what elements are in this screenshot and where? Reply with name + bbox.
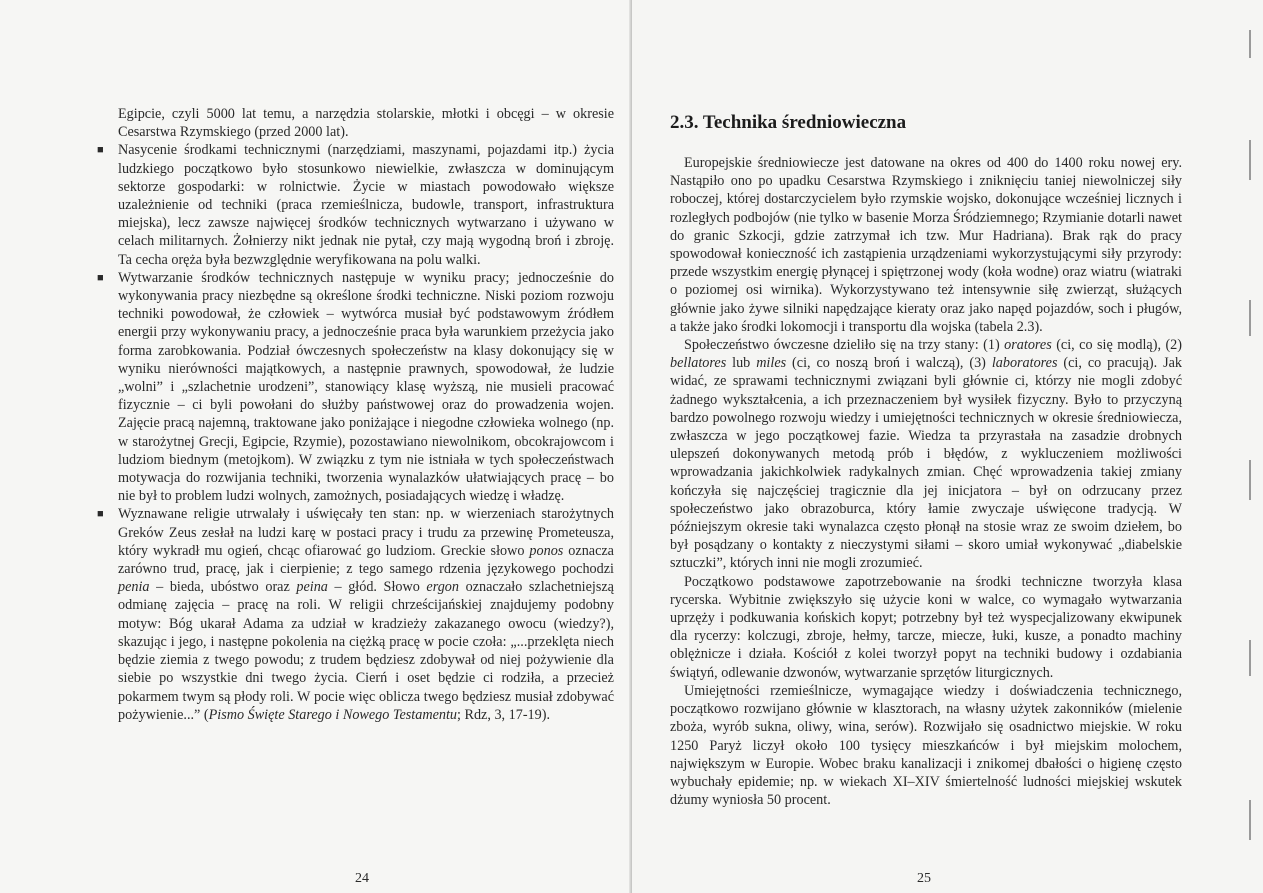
page-number: 25 [917,871,931,886]
bullet-icon: ■ [97,144,104,157]
left-text-column [97,105,614,724]
edge-mark [1249,30,1251,58]
list-item: ■ Wyznawane religie utrwalały i uświęcały ten stan: np. w wierzeniach starożytnych Greków Zeus zesłał na ludzi karę w postaci pracy i trudu za przewinę Prometeusza, który wykradł mu ogień, chcąc ofiarować go ludziom. Greckie słowo ponos oznacza zarówno trud, pracę, jak i cierpienie; z tego samego rdzenia językowego pochodzi penia – bieda, ubóstwo oraz peina – głód. Słowo ergon oznaczało szlachetniejszą odmianę zajęcia – pracę na roli. W religii chrześcijańskiej znajdujemy podobny motyw: Bóg ukarał Adama za udział w kradzieży zakazanego owocu (wiedzy?), skazując i jego, i następne pokolenia na ciężką pracę w pocie czoła: „...przeklęta niech będzie ziemia z twego powodu; z trudem będziesz zdobywał od niej pożywienie dla siebie po wszystkie dni twego życia. Cierń i oset będzie ci rodziła, a przecież pokarmem twym są płody roli. W pocie więc oblicza twego będziesz musiał zdobywać pożywienie...” (Pismo Święte Starego i Nowego Testamentu; Rdz, 3, 17-19). [97,506,614,723]
list-item: ■ Wytwarzanie środków technicznych następuje w wyniku pracy; jednocześnie do wykonywania pracy niezbędne są określone środki techniczne. Niski poziom rozwoju techniki powodował, że człowiek – wytwórca musiał być podstawowym źródłem energii przy wykonywaniu pracy, a jednocześnie praca była warunkiem przeżycia jako forma zarobkowania. Podział ówczesnych społeczeństw na klasy dokonujący się w wyniku nierówności majątkowych, a następnie prawnych, spowodował, że ludzie „wolni” i „szlachetnie urodzeni”, stanowiący klasę wyższą, nie musieli pracować fizycznie – ci byli powołani do służby państwowej oraz do prowadzenia wojen. Zajęcie pracą najemną, traktowane jako poniżające i niegodne człowieka wolnego (np. w starożytnej Grecji, Egipcie, Rzymie), pozostawiano niewolnikom, obcokrajowcom i ludziom biednym (metojkom). W związku z tym nie istniała w tych społeczeństwach motywacja do rozwijania techniki, tworzenia wynalazków ułatwiających pracę – bo nie był to problem ludzi wolnych, zamożnych, posiadających wiedzę i władzę. [97,269,614,505]
bullet-icon: ■ [97,508,104,521]
continuation-paragraph: Egipcie, czyli 5000 lat temu, a narzędzia stolarskie, młotki i obcęgi – w okresie Cesarstwa Rzymskiego (przed 2000 lat). [118,106,614,141]
list-item: ■ Nasycenie środkami technicznymi (narzędziami, maszynami, pojazdami itp.) życia ludzkiego początkowo było stosunkowo niewielkie, zwłaszcza w dominującym sektorze gospodarki: w rolnictwie. Życie w miastach powodowało większe uzależnienie od techniki (praca rzemieślnicza, budowle, transport, infrastruktura miejska), lecz zawsze najwięcej środków technicznych wytwarzano i używano w celach militarnych. Żołnierzy nikt jednak nie pytał, czy mają wygodną broń i zbroję. Ta cecha oręża była bezwzględnie weryfikowana na polu walki. [97,142,614,268]
right-page [632,0,1263,893]
paragraph: Początkowo podstawowe zapotrzebowanie na środki techniczne tworzyła klasa rycerska. Wybitnie zwiększyło się użycie koni w walce, co wymagało wytwarzania uprzęży i podkuwania końskich kopyt; potrzebny był też wyspecjalizowany ekwipunek dla rycerzy: kolczugi, zbroje, hełmy, tarcze, miecze, łuki, kusze, a ponadto machiny oblężnicze i działa. Kościół z kolei tworzył popyt na techniki budowy i ozdabiania świątyń, odlewanie dzwonów, wytwarzanie sprzętów liturgicznych. [670,573,1182,681]
bullet-icon: ■ [97,271,104,284]
edge-mark [1249,300,1251,336]
paragraph: Europejskie średniowiecze jest datowane na okres od 400 do 1400 roku nowej ery. Nastąpiło ono po upadku Cesarstwa Rzymskiego i zniknięciu taniej niewolniczej siły roboczej, której dostarczycielem było rzymskie wojsko, dokonujące wcześniej licznych i rozległych podbojów (nie tylko w basenie Morza Śródziemnego; Rzymianie dotarli nawet do granic Szkocji, gdzie zatrzymał ich tzw. Mur Hadriana). Brak rąk do pracy spowodował konieczność ich zastąpienia urządzeniami wykorzystującymi siły przyrody: przede wszystkim energię płynącej i spiętrzonej wody (koła wodne) oraz wiatru (wiatraki o poziomej osi wirnika). Wykorzystywano też intensywnie siłę zwierząt, służących głównie jako żywe silniki napędzające kieraty oraz jako napęd pojazdów, soch i pługów, a także jako środki lokomocji i transportu dla wojska (tabela 2.3). [670,155,1182,335]
bullet-list [97,141,614,724]
section-heading: 2.3. Technika średniowieczna [670,112,907,133]
edge-mark [1249,140,1251,180]
edge-mark [1249,460,1251,500]
edge-mark [1249,800,1251,840]
page-number: 24 [355,871,369,886]
right-text-column [670,112,1182,809]
edge-mark [1249,640,1251,676]
paragraph: Społeczeństwo ówczesne dzieliło się na trzy stany: (1) oratores (ci, co się modlą), (2) bellatores lub miles (ci, co noszą broń i walczą), (3) laboratores (ci, co pracują). Jak widać, ze sprawami technicznymi związani byli głównie ci, którzy nie mogli zdobyć żadnego wykształcenia, a ich przeznaczeniem był wysiłek fizyczny. Było to przyczyną bardzo powolnego rozwoju wiedzy i umiejętności technicznych w okresie średniowiecza, zwłaszcza w jego początkowej fazie. Wiedza ta przyrastała na zasadzie drobnych ulepszeń dokonywanych metodą prób i błędów, z wykluczeniem możliwości wprowadzania jakichkolwiek radykalnych zmian. Chęć wprowadzenia takiej zmiany kończyła się najczęściej tragicznie dla jej inicjatora – był on odrzucany przez społeczeństwo jako obrazoburca, który łamie zwyczaje uświęcone tradycją. W późniejszym okresie taki wynalazca często płonął na stosie wraz ze swoim dziełem, bo był posądzany o kontakty z nieczystymi siłami – skoro umiał wykonywać „diabelskie sztuczki”, których inni nie mogli zrozumieć. [670,337,1183,572]
paragraph: Umiejętności rzemieślnicze, wymagające wiedzy i doświadczenia technicznego, początkowo rozwijano głównie w klasztorach, na własny użytek zakonników (mielenie zboża, wyrób sukna, oliwy, wina, serów). Rozwijało się osadnictwo miejskie. W roku 1250 Paryż liczył około 100 tysięcy mieszkańców i był miejskim molochem, największym w Europie. Wobec braku kanalizacji i znikomej dbałości o higienę często wybuchały epidemie; np. w wiekach XI–XIV śmiertelność ludności miejskiej wskutek dżumy wyniosła 50 procent. [670,682,1182,809]
